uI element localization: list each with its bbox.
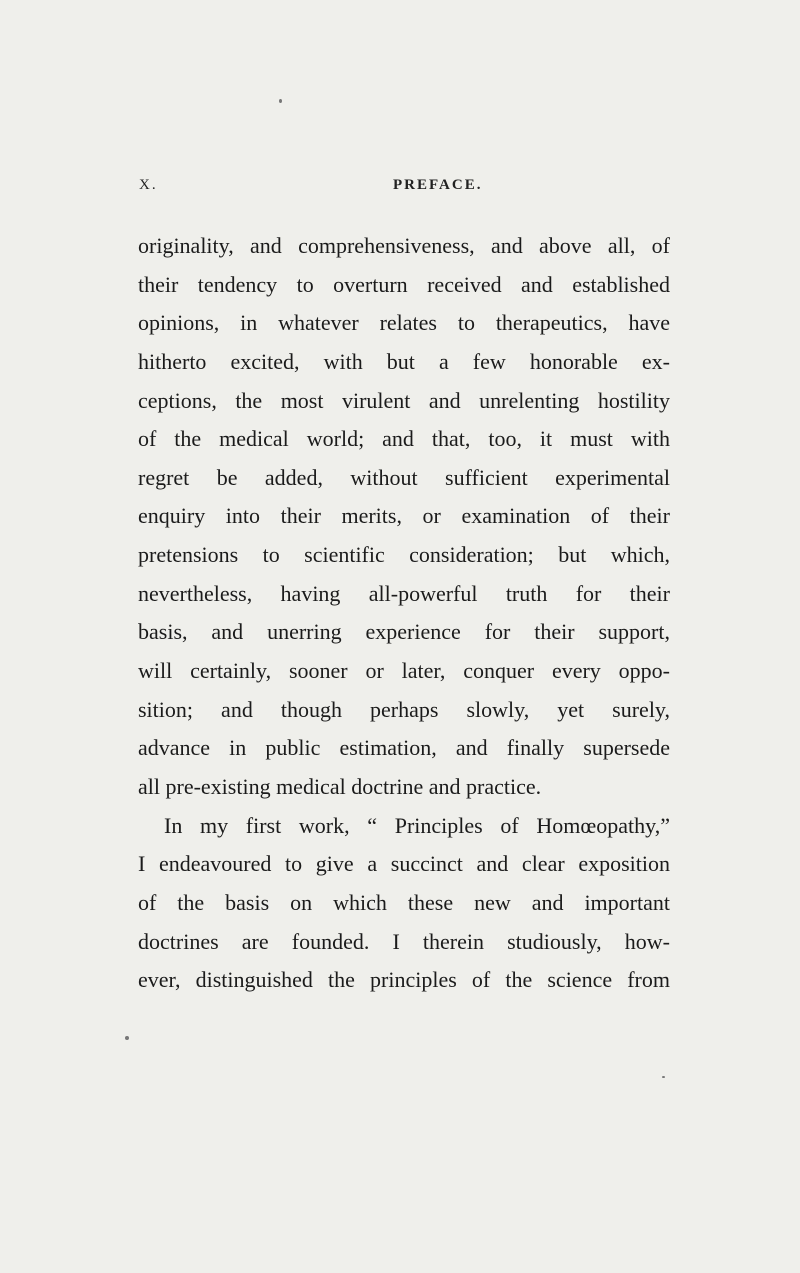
running-head [0, 177, 800, 197]
paper-speck [125, 1036, 129, 1040]
text-line: will certainly, sooner or later, conquer every oppo- [138, 658, 670, 684]
body-text [138, 231, 670, 1004]
text-line: originality, and comprehensiveness, and above all, of [138, 233, 670, 258]
text-line: advance in public estimation, and finally supersede [138, 735, 670, 761]
text-line: doctrines are founded. I therein studiously, how- [138, 928, 670, 954]
text-line: of the medical world; and that, too, it must with [138, 426, 670, 452]
paper-speck [662, 1076, 665, 1078]
text-line: regret be added, without sufficient experimental [138, 464, 670, 490]
paragraph-start-line: In my first work, “ Principles of Homœopathy,” [164, 812, 670, 838]
text-line: their tendency to overturn received and established [138, 271, 670, 297]
text-line: nevertheless, having all-powerful truth for their [138, 580, 670, 606]
text-line: pretensions to scientific consideration; but which, [138, 542, 670, 568]
text-line: opinions, in whatever relates to therapeutics, have [138, 310, 670, 336]
page-number: X. [139, 177, 158, 193]
paragraph-end-line: all pre-existing medical doctrine and practice. [138, 773, 542, 799]
text-line: ceptions, the most virulent and unrelenting hostility [138, 387, 670, 413]
text-line: enquiry into their merits, or examination of their [138, 503, 670, 529]
text-line: I endeavoured to give a succinct and clear exposition [138, 851, 670, 877]
text-line: basis, and unerring experience for their support, [138, 619, 670, 645]
text-line: hitherto excited, with but a few honorable ex- [138, 348, 670, 374]
text-line: ever, distinguished the principles of the science from [138, 967, 670, 993]
running-title: PREFACE. [393, 177, 483, 193]
text-line: of the basis on which these new and important [138, 889, 670, 915]
text-line: sition; and though perhaps slowly, yet surely, [138, 696, 670, 722]
paper-speck [279, 99, 282, 103]
